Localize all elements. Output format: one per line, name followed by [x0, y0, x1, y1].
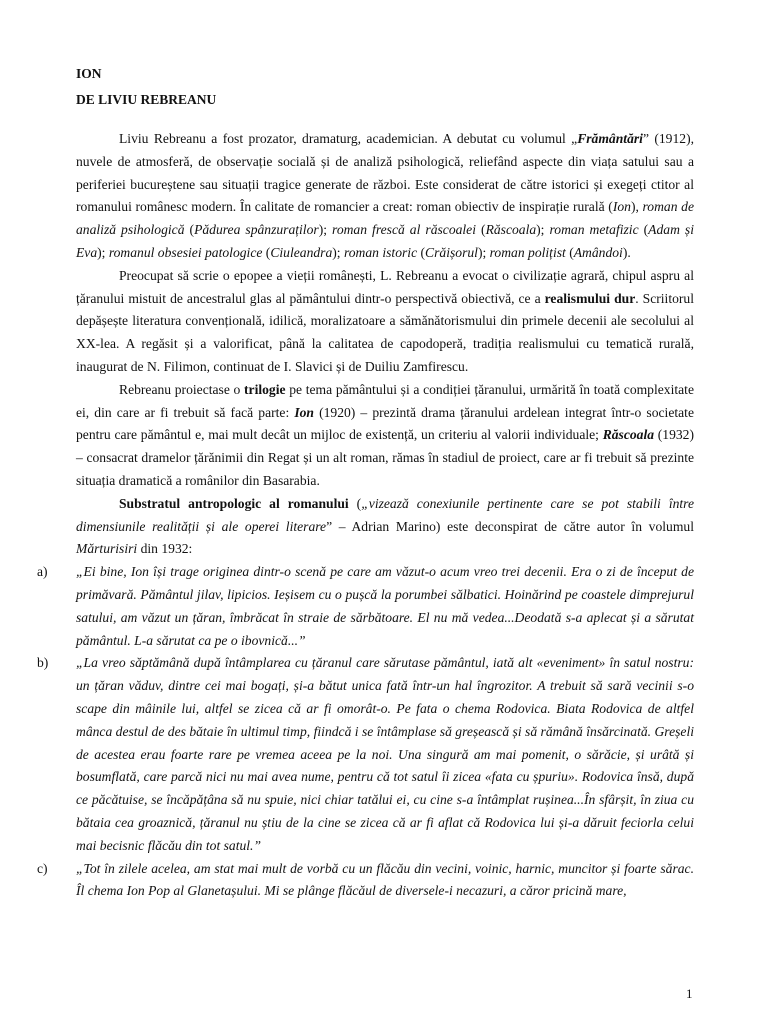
- text-run: (: [476, 222, 486, 238]
- quote-text: „Tot în zilele acelea, am stat mai mult de vorbă cu un flăcău din vecini, voinic, harnic, muncitor și foarte sărac. Îl chema Ion Pop al Glanetașului. Mi se plânge flăcăul de diversele-i necazuri, a căror pricină mare,: [76, 860, 694, 899]
- text-run: Ion: [612, 199, 631, 215]
- document-body: [37, 128, 694, 903]
- text-run: Liviu Rebreanu a fost prozator, dramaturg, academician. A debutat cu volumul „: [119, 131, 578, 146]
- document-subtitle: DE LIVIU REBREANU: [76, 92, 217, 107]
- text-run: Pădurea spânzuraților: [194, 222, 319, 238]
- text-run: ).: [622, 244, 631, 260]
- text-run: Adam și Eva: [76, 222, 694, 260]
- text-run: (: [262, 244, 271, 260]
- text-run: (1932) – consacrat dramelor țărănimii din Regat și un alt roman, rămas în stadiul de proiect, care ar fi trebuit să prezinte situația dramatică a românilor din Basarabia.: [76, 427, 694, 488]
- text-run: );: [536, 222, 550, 238]
- text-run: Răscoala: [485, 222, 537, 238]
- text-run: romanul obsesiei patologice: [108, 244, 263, 260]
- text-run: ),: [630, 199, 643, 215]
- text-run: Amândoi: [573, 244, 623, 260]
- list-marker: b): [37, 655, 49, 671]
- text-run: Rebreanu proiectase o: [119, 381, 245, 397]
- text-run: realismului dur: [544, 290, 636, 306]
- text-run: Crăișorul: [425, 244, 478, 260]
- text-run: roman polițist: [489, 244, 566, 260]
- text-run: Mărturisiri: [76, 541, 138, 557]
- text-run: (: [565, 244, 574, 260]
- text-run: ” (1912), nuvele de atmosferă, de observație socială și de analiză psihologică, reliefând aspecte din viața satului sau a periferiei bucureștene sau situații tragice generate de război. Este considerat de către istorici și exegeți ctitor al romanului românesc modern. În calitate de romancier a creat: roman obiectiv de inspirație rurală (: [76, 131, 694, 215]
- text-run: roman frescă al răscoalei: [332, 222, 476, 238]
- quote-item: [37, 561, 694, 652]
- text-run: trilogie: [244, 381, 286, 397]
- text-run: „vizează conexiunile pertinente care se pot stabili între dimensiunile realității și ale operei literare: [76, 495, 694, 534]
- quote-text: „La vreo săptămână după întâmplarea cu țăranul care sărutase pământul, iată alt «eveniment» în satul nostru: un țăran văduv, dintre cei mai bogați, și-a bătut unica fată într-un hal îngrozitor. A trebuit să sară vecinii s-o scape din mâinile lui, altfel se zicea că ar fi omorât-o. Pe fata o chema Rodovica. Biata Rodovica de altfel mânca destul de des bătaie în ultimul timp, fiindcă i se întâmplase să greșească și să rămână însărcinată. Greșeli de acestea erau foarte rare pe vremea aceea pe la noi. Una singură am mai pomenit, o sărăcie, și urâtă și bosumflată, care parcă nici nu mai avea nume, pentru că tot satul îi zicea «fata cu șpuriu». Rodovica însă, după ce păcătuise, se încăpățâna să nu spuie, nici chiar tatălui ei, cu cine s-a întâmplat rușinea...În sfârșit, în ziua cu bătaia cea groaznică, țăranul nu știu de la cine se zicea că ar fi aflat că Rodovica lui și-a dăruit feciorla celui mai becisnic flăcău din tot satul.”: [76, 655, 694, 853]
- text-run: pe tema pământului și a condiției țăranului, urmărită în toată complexitate ei, din care ar fi trebuit să facă parte:: [76, 381, 694, 420]
- text-run: . Scriitorul depășește literatura convențională, idilică, moralizatoare a sămănătorismului din primele decenii ale secolului al XX-lea. A regăsit și a valorificat, până la calitatea de capodoperă, tradiția realismului cu tematică rurală, inaugurat de N. Filimon, continuat de I. Slavici și de Duiliu Zamfirescu.: [76, 290, 694, 374]
- list-marker: a): [37, 564, 48, 580]
- text-run: Ciuleandra: [270, 244, 333, 260]
- text-run: Substratul antropologic al romanului: [119, 495, 349, 511]
- quote-item: [37, 652, 694, 857]
- text-run: (: [638, 222, 649, 238]
- quote-item: [37, 858, 694, 904]
- paragraph-substrate: [76, 493, 694, 561]
- text-run: roman de analiză psihologică: [76, 199, 694, 238]
- paragraph-intro: [76, 128, 694, 265]
- text-run: );: [477, 244, 490, 260]
- paragraph-trilogy: [76, 379, 694, 493]
- document-title: ION: [76, 66, 102, 81]
- text-run: (: [184, 222, 195, 238]
- text-run: roman metafizic: [549, 222, 639, 238]
- text-run: (: [348, 495, 362, 511]
- text-run: din 1932:: [137, 541, 193, 557]
- text-run: Răscoala: [602, 427, 655, 443]
- text-run: ” – Adrian Marino) este deconspirat de către autor în volumul: [326, 518, 694, 534]
- text-run: (: [417, 244, 426, 260]
- page-number: 1: [686, 986, 693, 1001]
- list-marker: c): [37, 860, 48, 876]
- text-run: );: [97, 244, 109, 260]
- text-run: Frământări: [577, 131, 643, 146]
- text-run: Preocupat să scrie o epopee a vieții românești, L. Rebreanu a evocat o civilizație agrară, chipul aspru al țăranului mistuit de ancestralul glas al pământului dintr-o perspectivă obiectivă, ce a: [76, 267, 694, 306]
- text-run: Ion: [294, 404, 314, 420]
- paragraph-realism: [76, 265, 694, 379]
- text-run: );: [318, 222, 333, 238]
- quote-text: „Ei bine, Ion își trage originea dintr-o scenă pe care am văzut-o acum vreo trei decenii. Era o zi de început de primăvară. Pământul jilav, lipicios. Ieșisem cu o pușcă la porumbei sălbatici. Hoinărind pe coastele dimprejurul satului, am văzut un țăran, îmbrăcat în straie de sărbătoare. El nu mă vedea...Deodată s-a aplecat și a sărutat pământul. L-a sărutat ca pe o ibovnică...”: [76, 564, 694, 648]
- text-run: (1920) – prezintă drama țăranului ardelean integrat într-o societate pentru care pământul e, mai mult decât un mijloc de existență, un criteriu al valorii individuale;: [76, 404, 694, 443]
- text-run: );: [332, 244, 344, 260]
- text-run: roman istoric: [343, 244, 418, 260]
